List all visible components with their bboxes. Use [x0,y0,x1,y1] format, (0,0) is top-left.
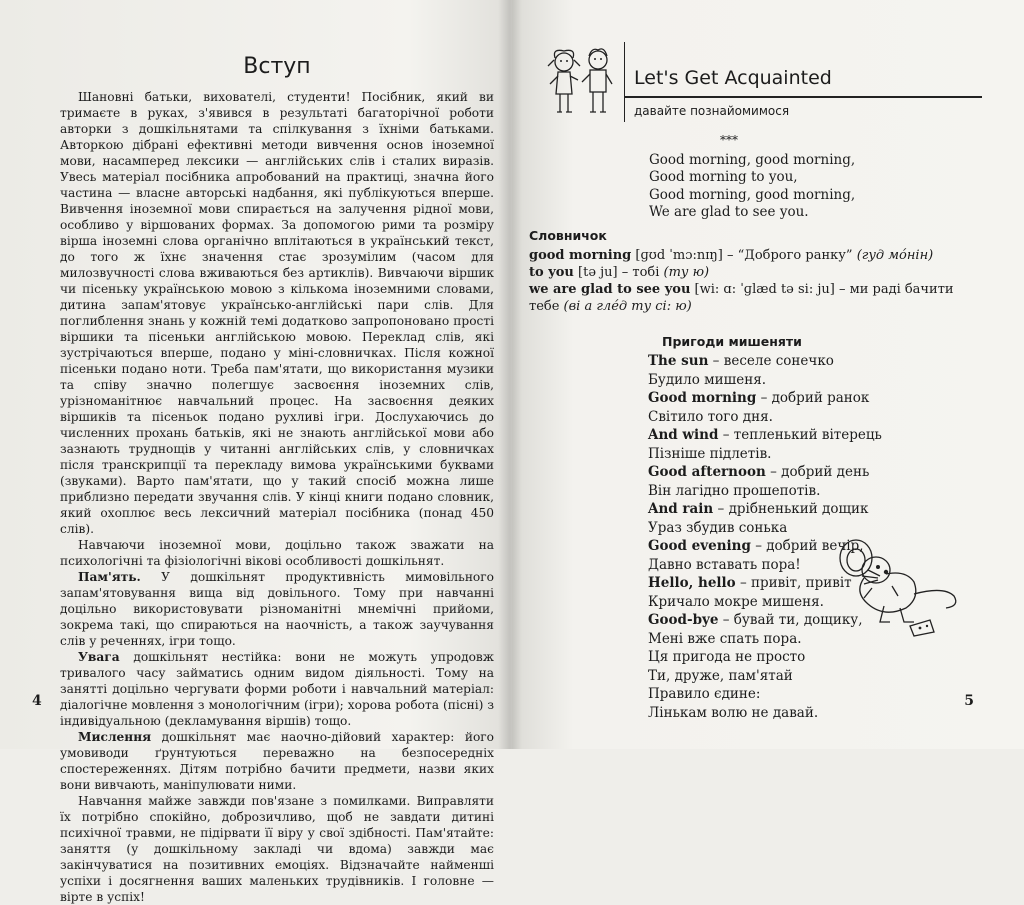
poem-line [648,667,882,686]
poem-text: Ти, друже, пам'ятай [648,667,793,684]
vocab-entry [529,264,969,281]
poem-keyword: Good-bye [648,612,719,628]
para-text: Навчаючи іноземної мови, доцільно також зважати на психологічні та фізіологічні вікові особливості дошкільнят. [60,538,494,568]
poem-text: – привіт, привіт [735,575,852,591]
book-spine-shadow [498,0,522,749]
poem-line [648,445,882,464]
poem-text: – дрібненький дощик [713,501,869,517]
para-lead: Пам'ять. [78,570,141,584]
para-lead: Мислення [78,730,152,744]
poem-keyword: Good afternoon [648,464,766,480]
poem-text: Будило мишеня. [648,371,767,388]
page-title: Вступ [243,54,311,79]
poem-line [648,500,882,519]
poem-keyword: And wind [648,427,719,443]
paragraph [60,537,494,569]
para-text: дошкільнят нестійка: вони не можуть упродовж тривалого часу займатись одним видом діяльності. Тому на занятті доцільно чергувати форми роботи і навчальний матеріал: діалогічне мовлення з монологічним (ігри); хорова робота (пісні) з індивідуальною (декламування віршів) тощо. [60,650,494,728]
page-number: 4 [32,693,42,709]
poem-text: – добрий ранок [756,390,870,406]
para-text: У дошкільнят продуктивність мимовільного запам'ятовування вища від довільного. Тому при навчанні доцільно використовувати різноманітні мнемічні прийоми, зокрема такі, що спираються на наочність, а також заучування слів у реченнях, ігри тощо. [60,570,494,648]
poem-keyword: The sun [648,353,709,369]
poem-text: Давно вставать пора! [648,556,801,573]
poem-keyword: Good morning [648,390,757,406]
poem-good-morning [649,132,855,222]
vocab-translation: [tə ju] – тобі [573,265,664,280]
poem-text: Світило того дня. [648,408,773,425]
poem-text: – добрий вечір, [750,538,864,554]
vocab-translation: [ɡʊd ˈmɔ:nɪŋ] – “Доброго ранку” [631,248,857,263]
poem-keyword: Hello, hello [648,575,736,591]
poem-line [648,463,882,482]
vocab-word: good morning [529,248,632,263]
vocab-word: we are glad to see you [529,282,691,297]
vocab-translation: [wi: ɑ: ˈɡlæd tə si: ju] – ми раді бачити тебе [529,282,954,314]
header-divider-horizontal [624,96,982,98]
poem-line [648,426,882,445]
mouse-illustration [834,536,964,646]
poem-line [648,704,882,723]
poem-line [648,482,882,501]
poem-text: Лінькам волю не давай. [648,704,819,721]
poem-text: Ця пригода не просто [648,649,806,665]
intro-text [60,89,494,905]
para-lead: Увага [78,650,120,664]
poem-line: Good morning, good morning, [649,151,856,168]
para-text: Навчання майже завжди пов'язане з помилками. Виправляти їх потрібно спокійно, доброзичливо, щоб не завдати дитині психічної травми, не підірвати її віру у свої здібності. Пам'ятайте: заняття (у дошкільному закладі чи вдома) завжди має закінчуватися на позитивних емоціях. Відзначайте найменші успіхи і досягнення ваших маленьких трудівників. І головне — вірте в успіх! [60,794,494,904]
poem-text: – добрий день [765,464,870,480]
poem-line: Good morning to you, [649,169,798,185]
vocabulary-box [529,228,969,315]
header-divider-vertical [624,42,625,122]
poem-text: Ураз збудив сонька [648,519,788,536]
poem-line [648,685,882,704]
poem-line [648,408,882,427]
stars-separator: *** [720,133,738,147]
header-subtitle-ua: давайте познайомимося [634,104,790,118]
poem-title: Пригоди мишеняти [662,334,802,349]
poem-text: Він лагідно прошепотів. [648,482,821,499]
para-text: дошкільнят має наочно-дійовий характер: його умовиводи ґрунтуються переважно на безпосередніх спостереженнях. Дітям потрібно бачити предмети, назви яких вони вивчають, маніпулювати ними. [60,730,494,792]
para-text: Шановні батьки, вихователі, студенти! Посібник, який ви тримаєте в руках, з'явився в результаті багаторічної роботи авторки з дошкільнятами та спілкування з їхніми батьками. Авторкою дібрані ефективні методи вивчення основ іноземної мови, насамперед лексики — англійських слів і сталих виразів. Увесь матеріал посібника апробований на практиці, значна його частина — власне авторські надбання, які публікуються вперше. Вивчення іноземної мови спирається на залучення рідної мови, особливо у віршованих формах. За допомогою рими та розміру вірша іноземні слова органічно вплітаються в український текст, до того ж їхнє значення стає зрозумілим (часом для милозвучності слова вживаються без артиклів). Вивчаючи віршик чи пісеньку українською мовою з кількома іноземними словами, дитина запам'ятовує українсько-англійські пари слів. Для поглиблення знань у кожній темі додатково запропоновано прості віршики та пісеньки англійською мовою. Переклад слів, які зустрічаються вперше, подано у міні-словничках. Після кожної пісеньки подано ноти. Треба пам'ятати, що використання музики та співу значно полегшує засвоєння іноземних слів, урізноманітнює навчальний процес. На засвоєння деяких віршиків та пісеньок подано рухливі ігри. Дослухаючись до численних прохань батьків, які не знають англійської мови або зазнають труднощів у читанні англійських слів, у словничках після транскрипції та перекладу вимова українськими буквами (звуками). Варто пам'ятати, що у такий спосіб можна лише приблизно передати звучання слів. У кінці книги подано словник, який охоплює весь лексичний матеріал посібника (понад 450 слів). [60,90,494,536]
poem-text: Правило єдине: [648,686,761,702]
right-page [512,0,1024,749]
vocab-pronunciation: (гуд мóнін) [856,248,934,263]
paragraph [60,649,494,729]
poem-text: – веселе сонечко [708,353,834,369]
poem-line [648,389,882,408]
vocab-word: to you [529,265,574,280]
poem-line: Good morning, good morning, [649,186,856,203]
poem-keyword: Good evening [648,538,751,554]
paragraph [60,793,494,905]
header-title-en: Let's Get Acquainted [634,67,832,89]
poem-line: We are glad to see you. [649,204,809,220]
poem-line [648,352,882,371]
vocab-title: Словничок [529,228,607,243]
poem-text: Пізніше підлетів. [648,445,772,462]
poem-line [648,371,882,390]
vocab-entry [529,247,969,264]
poem-line [648,648,882,667]
paragraph [60,569,494,649]
paragraph [60,729,494,793]
poem-text: Мені вже спать пора. [648,630,802,647]
poem-text: – тепленький вітерець [718,427,882,443]
poem-line [648,519,882,538]
page-number: 5 [964,693,974,709]
section-header [624,42,992,124]
children-illustration [542,44,622,122]
vocab-pronunciation: (ві а глéд ту сі: ю) [563,299,692,314]
poem-keyword: And rain [648,501,714,517]
paragraph [60,89,494,537]
vocab-pronunciation: (ту ю) [663,265,710,280]
vocab-entry [529,281,969,315]
poem-text: – бувай ти, дощику, [718,612,863,628]
left-page [0,0,512,904]
poem-text: Кричало мокре мишеня. [648,593,824,610]
